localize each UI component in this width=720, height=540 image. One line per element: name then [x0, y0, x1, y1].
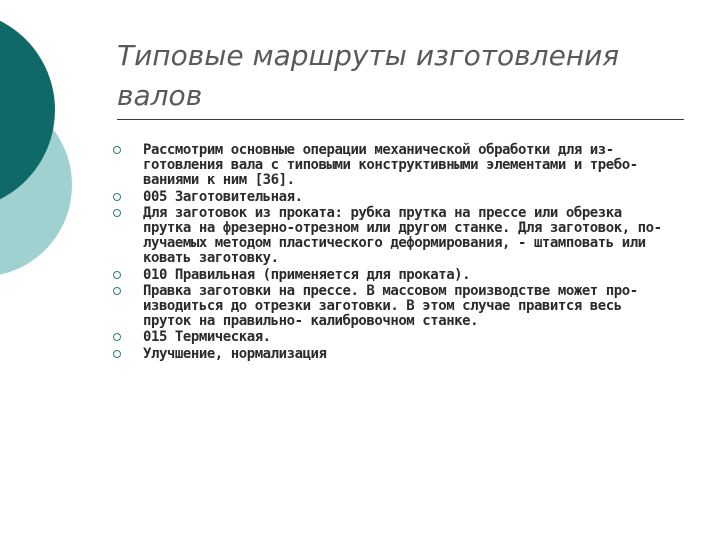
list-item — [113, 284, 673, 330]
list-item-text: Для заготовок из проката: рубка прутка на прессе или обрезка прутка на фрезерно-отрезном или другом станке. Для заготовок, по-лучаемых методом пластического деформирования, - штамповать или ковать заготовку. — [143, 204, 662, 267]
list-item — [113, 330, 673, 345]
circle-bullet-icon — [113, 209, 121, 217]
list-item — [113, 206, 673, 267]
slide-title: Типовые маршруты изготовления валов — [117, 39, 620, 112]
list-item-text: 010 Правильная (применяется для проката). — [143, 266, 471, 283]
list-item-text: Правка заготовки на прессе. В массовом производстве может про-изводиться до отрезки заготовки. В этом случае правится весь пруток на правильно- калибровочном станке. — [143, 282, 638, 330]
title-divider — [117, 119, 684, 120]
list-item-text: 015 Термическая. — [143, 329, 271, 346]
list-item — [113, 347, 673, 362]
circle-bullet-icon — [113, 271, 121, 279]
circle-bullet-icon — [113, 146, 121, 154]
list-item-text: 005 Заготовительная. — [143, 188, 303, 205]
circle-bullet-icon — [113, 333, 121, 341]
list-item-text: Рассмотрим основные операции механической обработки для из-готовления вала с типовыми конструктивными элементами и требо-ваниями к ним [36]. — [143, 142, 638, 189]
list-item — [113, 143, 673, 189]
list-item — [113, 268, 673, 283]
decorative-circles — [0, 0, 110, 300]
list-item-text: Улучшение, нормализация — [143, 345, 327, 362]
circle-bullet-icon — [113, 350, 121, 358]
bullet-list — [113, 143, 673, 363]
list-item — [113, 190, 673, 205]
circle-bullet-icon — [113, 287, 121, 295]
circle-bullet-icon — [113, 193, 121, 201]
